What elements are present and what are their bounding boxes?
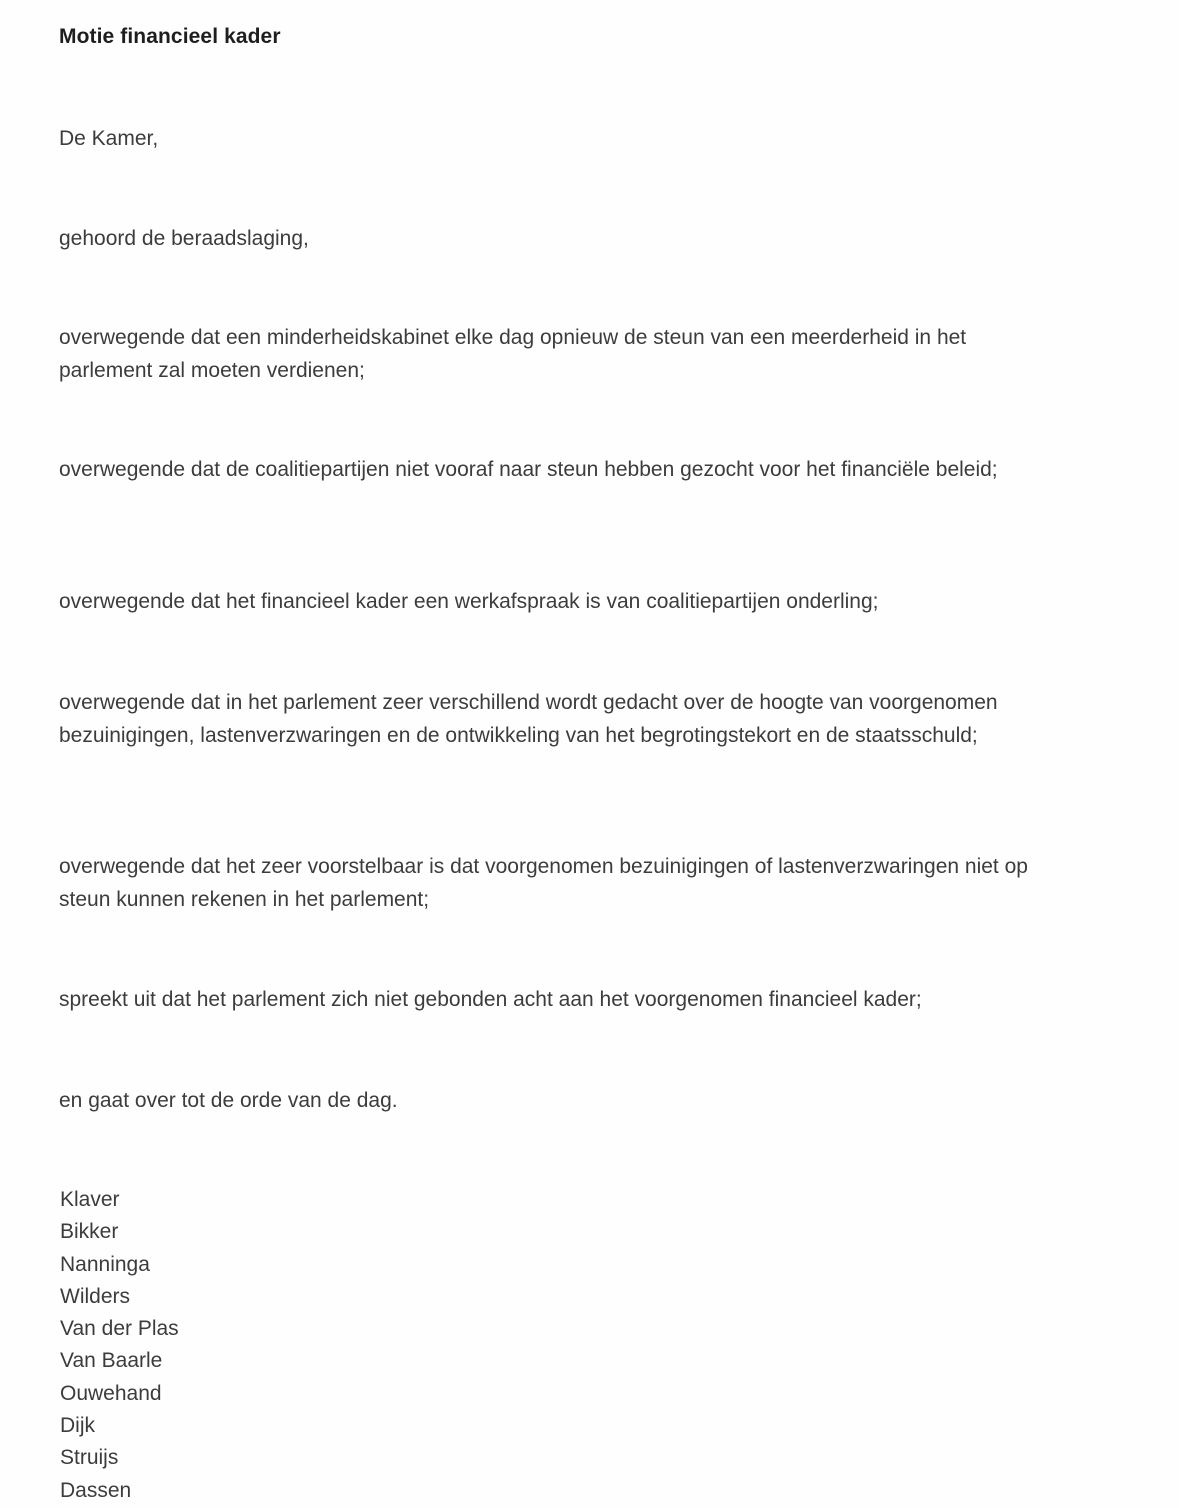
signatory: Van der Plas — [60, 1317, 179, 1341]
consideration-4: overwegende dat in het parlement zeer verschillend wordt gedacht over de hoogte van voorgenomen bezuinigingen, lastenverzwaringen en de ontwikkeling van het begrotingstekort en de staatsschuld; — [59, 691, 998, 747]
consideration-2: overwegende dat de coalitiepartijen niet vooraf naar steun hebben gezocht voor het financiële beleid; — [59, 458, 998, 481]
document-title: Motie financieel kader — [59, 25, 281, 48]
signatory: Dijk — [60, 1414, 95, 1438]
salutation: De Kamer, — [59, 127, 159, 150]
signatory: Van Baarle — [60, 1349, 163, 1373]
closing-clause: en gaat over tot de orde van de dag. — [59, 1089, 398, 1112]
signatory: Bikker — [60, 1220, 119, 1244]
signatory: Wilders — [60, 1284, 131, 1308]
consideration-1: overwegende dat een minderheidskabinet elke dag opnieuw de steun van een meerderheid in het parlement zal moeten verdienen; — [59, 326, 967, 382]
signatory: Dassen — [60, 1478, 132, 1502]
signatory: Nanninga — [60, 1252, 150, 1276]
heard-clause: gehoord de beraadslaging, — [59, 227, 309, 250]
signatories-list — [60, 1184, 179, 1507]
consideration-3: overwegende dat het financieel kader een werkafspraak is van coalitiepartijen onderling; — [59, 590, 879, 613]
consideration-5: overwegende dat het zeer voorstelbaar is dat voorgenomen bezuinigingen of lastenverzwaringen niet op steun kunnen rekenen in het parlement; — [59, 855, 1028, 911]
signatory: Struijs — [60, 1446, 119, 1470]
resolution: spreekt uit dat het parlement zich niet gebonden acht aan het voorgenomen financieel kader; — [59, 988, 922, 1011]
signatory: Klaver — [60, 1188, 120, 1211]
signatory: Ouwehand — [60, 1381, 162, 1405]
